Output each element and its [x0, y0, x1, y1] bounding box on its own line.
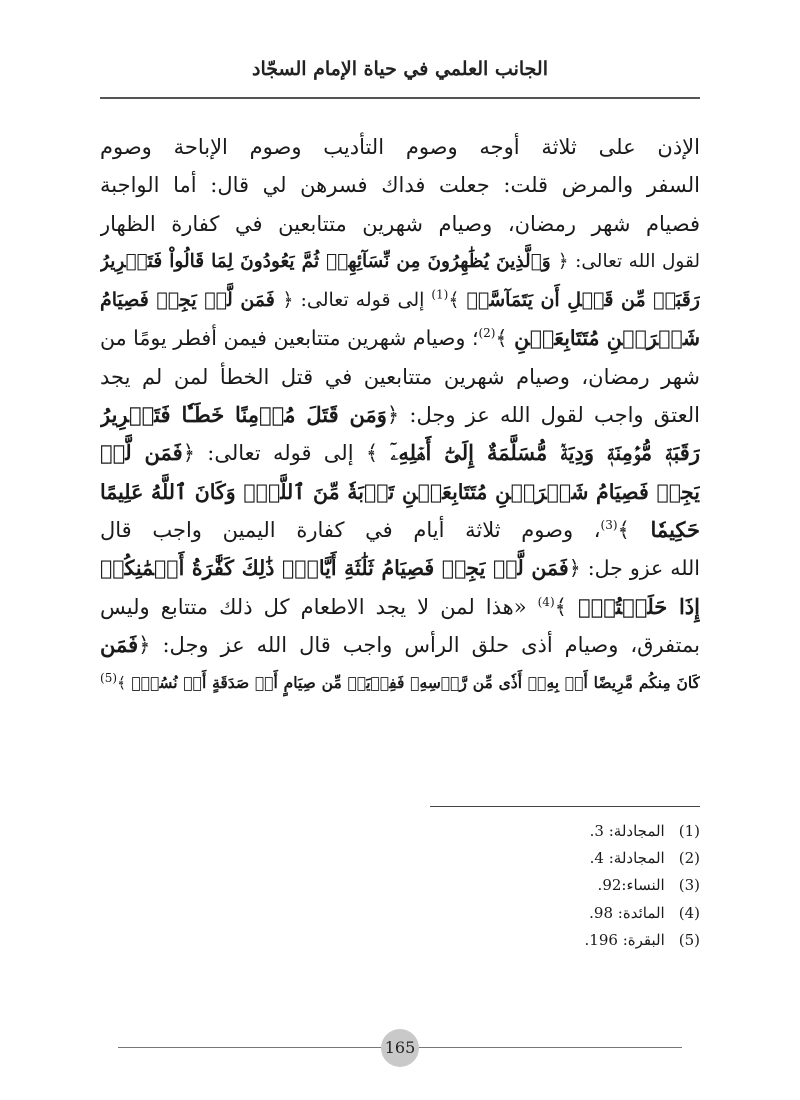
body-paragraph: [100, 128, 700, 702]
footnote-text: المائدة: 98.: [589, 903, 665, 922]
footnote-item: [100, 927, 700, 954]
text-line: [100, 281, 700, 319]
quran-quote: وَمَن قَتَلَ مُؤۡمِنًا خَطَـٔٗا فَتَحۡرِيرُ: [100, 402, 387, 428]
quote-bracket: ﴿: [568, 556, 581, 581]
footnote-text: المجادلة: 3.: [589, 822, 665, 840]
footnote-ref: (5): [100, 671, 118, 685]
quote-bracket: ﴿: [138, 632, 151, 657]
text-line: [100, 626, 700, 664]
quran-quote: شَهۡرَيۡنِ مُتَتَابِعَيۡنِ: [514, 326, 700, 351]
footnote-divider: [430, 806, 700, 807]
text-line: [100, 511, 700, 549]
text-segment: شهر رمضان، وصيام شهرين متتابعين في قتل الخطأ لمن لم يجد: [100, 364, 700, 389]
quote-bracket: ﴾: [117, 674, 132, 693]
quran-quote: وَٱلَّذِينَ يُظَٰهِرُونَ مِن نِّسَآئِهِمۡ ثُمَّ يَعُودُونَ لِمَا قَالُواْ فَتَحۡرِيرُ: [100, 250, 558, 272]
text-segment: لقول الله تعالى:: [568, 250, 700, 272]
quote-bracket: ﴾: [448, 289, 467, 312]
footnote-text: البقرة: 196.: [584, 930, 665, 949]
quran-quote: حَكِيمٗا: [650, 516, 700, 542]
text-segment: العتق واجب لقول الله عز وجل:: [399, 403, 700, 428]
quote-bracket: ﴾: [554, 594, 578, 619]
text-segment: إلى قوله تعالى:: [195, 441, 366, 466]
text-segment: السفر والمرض قلت: جعلت فداك فسرهن لي قال: أما الواجبة: [100, 173, 700, 198]
text-line: [100, 166, 700, 204]
footnote-number: (3): [678, 876, 700, 895]
page-number: 165: [381, 1029, 419, 1067]
quran-quote: يَجِدۡ فَصِيَامُ شَهۡرَيۡنِ مُتَتَابِعَيۡنِ تَوۡبَةٗ مِّنَ ٱللَّهِۗ وَكَانَ ٱللَّهُ عَلِيمًا: [100, 479, 700, 504]
text-segment: ، وصوم ثلاثة أيام في كفارة اليمين واجب قال: [100, 517, 601, 542]
quote-bracket: ﴿: [282, 289, 294, 312]
text-line: [100, 549, 700, 587]
footnote-ref: (2): [478, 326, 496, 341]
text-line: [100, 588, 700, 626]
text-line: [100, 473, 700, 511]
running-header-title: الجانب العلمي في حياة الإمام السجّاد: [251, 58, 548, 80]
text-segment: الله عزو جل:: [580, 556, 700, 581]
footnote-item: [100, 818, 700, 845]
text-segment: «هذا لمن لا يجد الاطعام كل ذلك متتابع وليس: [100, 594, 538, 619]
footnote-item: [100, 900, 700, 927]
quote-bracket: ﴿: [386, 403, 400, 428]
footnote-number: (4): [678, 903, 700, 922]
quote-bracket: ﴿: [182, 441, 196, 466]
text-segment: فصيام شهر رمضان، وصيام شهرين متتابعين في كفارة الظهار: [100, 211, 700, 236]
text-segment: ؛ وصيام شهرين متتابعين فيمن أفطر يومًا من: [100, 326, 479, 351]
text-segment: بمتفرق، وصيام أذى حلق الرأس واجب قال الله عز وجل:: [150, 632, 700, 657]
footnote-ref: (3): [600, 517, 618, 532]
footnote-ref: (4): [537, 594, 555, 609]
footnote-text: النساء:92.: [597, 876, 665, 895]
quote-bracket: ﴾: [495, 326, 515, 351]
footnote-text: المجادلة: 4.: [589, 849, 665, 868]
text-line: [100, 243, 700, 281]
quote-bracket: ﴿: [557, 250, 569, 272]
header-divider: [100, 97, 700, 99]
quote-bracket: ﴾: [617, 517, 651, 542]
footnote-number: (5): [678, 930, 700, 949]
footnote-item: [100, 845, 700, 872]
footnote-item: [100, 872, 700, 899]
text-line: [100, 205, 700, 243]
quran-quote: فَمَن لَّمۡ يَجِدۡ فَصِيَامُ ثَلَٰثَةِ أَيَّامٖۚ ذَٰلِكَ كَفَّٰرَةُ أَيۡمَٰنِكُمۡ: [100, 556, 569, 581]
text-line: [100, 358, 700, 396]
quote-bracket: ﴾: [365, 441, 391, 466]
quran-quote: رَقَبَةٖ مِّن قَبۡلِ أَن يَتَمَآسَّاۚ: [466, 289, 700, 312]
quran-quote: كَانَ مِنكُم مَّرِيضًا أَوۡ بِهِۦٓ أَذٗى مِّن رَّأۡسِهِۦ فَفِدۡيَةٞ مِّن صِيَامٍ أَوۡ صَدَقَةٍ أَوۡ نُسُكٖۚ: [131, 673, 700, 693]
quran-quote: فَمَن لَّمۡ: [100, 440, 183, 466]
quran-quote: إِذَا حَلَفۡتُمۡۚ: [578, 593, 700, 619]
text-line: [100, 319, 700, 357]
quran-quote: رَقَبَةٖ مُّؤۡمِنَةٖ وَدِيَةٞ مُّسَلَّمَةٌ إِلَىٰٓ أَهۡلِهِۦٓ: [390, 440, 700, 466]
quran-quote: فَمَن: [100, 631, 139, 657]
text-segment: الإذن على ثلاثة أوجه وصوم التأديب وصوم الإباحة وصوم: [100, 135, 700, 159]
footnote-number: (1): [678, 822, 700, 840]
text-line: [100, 664, 700, 702]
text-segment: إلى قوله تعالى:: [293, 289, 432, 312]
text-line: [100, 128, 700, 166]
text-line: [100, 434, 700, 472]
text-line: [100, 396, 700, 434]
quran-quote: فَمَن لَّمۡ يَجِدۡ فَصِيَامُ: [100, 289, 283, 312]
footnotes-list: [100, 818, 700, 954]
footnote-ref: (1): [431, 287, 449, 302]
footnote-number: (2): [678, 849, 700, 868]
